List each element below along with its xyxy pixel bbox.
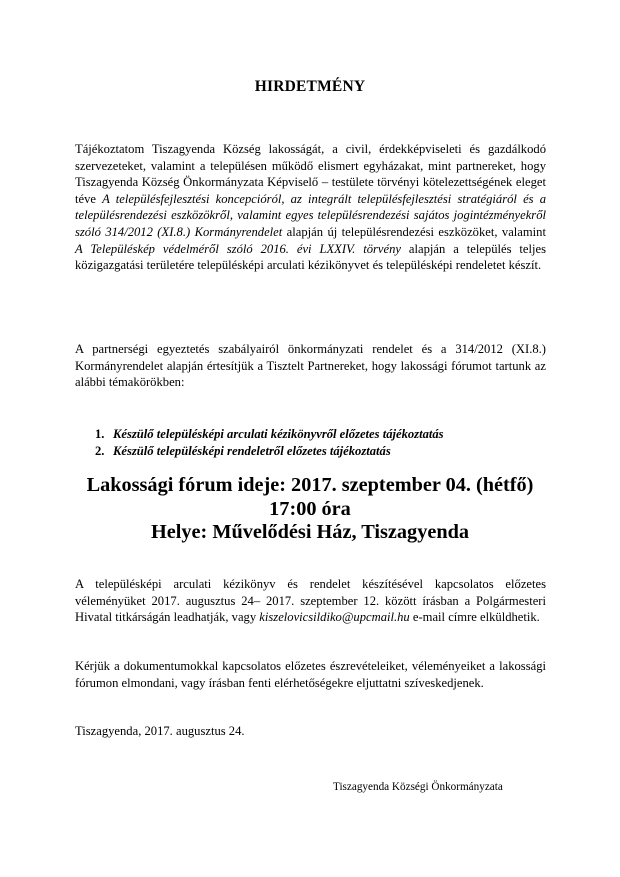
signature: Tiszagyenda Községi Önkormányzata bbox=[333, 781, 503, 793]
intro-decree-reference: A településfejlesztési koncepcióról, az integrált településfejlesztési stratégiáról és a településrendezési eszközökről, valamint egyes településrendezési sajátos jogintézményekről szóló 314/2012 (XI.8.) Kormányrendelet bbox=[75, 191, 547, 239]
topic-number: 2. bbox=[95, 443, 105, 458]
document-title: HIRDETMÉNY bbox=[254, 78, 366, 95]
comments-paragraph bbox=[75, 576, 546, 626]
request-paragraph: Kérjük a dokumentumokkal kapcsolatos előzetes észrevételeiket, véleményeiket a lakossági fórumon elmondani, vagy írásban fenti elérhetőségekre eljuttatni szíveskedjenek. bbox=[75, 659, 546, 690]
topic-text: Készülő településképi arculati kézikönyvről előzetes tájékoztatás bbox=[113, 427, 444, 441]
intro-text-3: alapján a település teljes közigazgatási területére településképi arculati kézikönyvet és településképi rendeletet készít. bbox=[75, 241, 546, 273]
intro-text-2: alapján új településrendezési eszközöket, valamint bbox=[282, 224, 546, 239]
topic-item bbox=[95, 443, 565, 460]
topic-number: 1. bbox=[95, 427, 105, 441]
contact-email[interactable]: kiszelovicsildiko@upcmail.hu bbox=[259, 610, 410, 625]
topics-list bbox=[95, 426, 565, 459]
topic-text: Készülő településképi rendeletről előzetes tájékoztatás bbox=[113, 443, 391, 458]
forum-announcement bbox=[0, 474, 620, 545]
partnership-paragraph: A partnerségi egyeztetés szabályairól önkormányzati rendelet és a 314/2012 (XI.8.) Kormányrendelet alapján értesítjük a Tisztelt Partnereket, hogy lakossági fórumot tartunk az alábbi témakörökben: bbox=[75, 342, 546, 390]
forum-time: Lakossági fórum ideje: 2017. szeptember 04. (hétfő) bbox=[86, 474, 534, 496]
topic-item bbox=[95, 426, 565, 443]
intro-law-reference: A Településkép védelméről szóló 2016. évi LXXIV. törvény bbox=[75, 241, 401, 256]
forum-hour: 17:00 óra bbox=[269, 497, 351, 520]
intro-paragraph bbox=[75, 141, 546, 274]
comments-text-2: e-mail címre elküldhetik. bbox=[409, 610, 540, 625]
comments-text-1: A településképi arculati kézikönyv és rendelet készítésével kapcsolatos előzetes véleményüket 2017. augusztus 24– 2017. szeptember 12. között írásban a Polgármesteri Hivatal titkárságán leadhatják, vagy bbox=[75, 577, 546, 625]
date-line: Tiszagyenda, 2017. augusztus 24. bbox=[75, 724, 245, 738]
forum-location: Helye: Művelődési Ház, Tiszagyenda bbox=[150, 521, 470, 543]
intro-text-1: Tájékoztatom Tiszagyenda Község lakosságát, a civil, érdekképviseleti és gazdálkodó szervezeteket, valamint a településen működő elismert egyházakat, mint partnereket, hogy Tiszagyenda Község Önkormányzata Képviselő – testülete törvényi kötelezettségének eleget téve bbox=[75, 142, 546, 206]
